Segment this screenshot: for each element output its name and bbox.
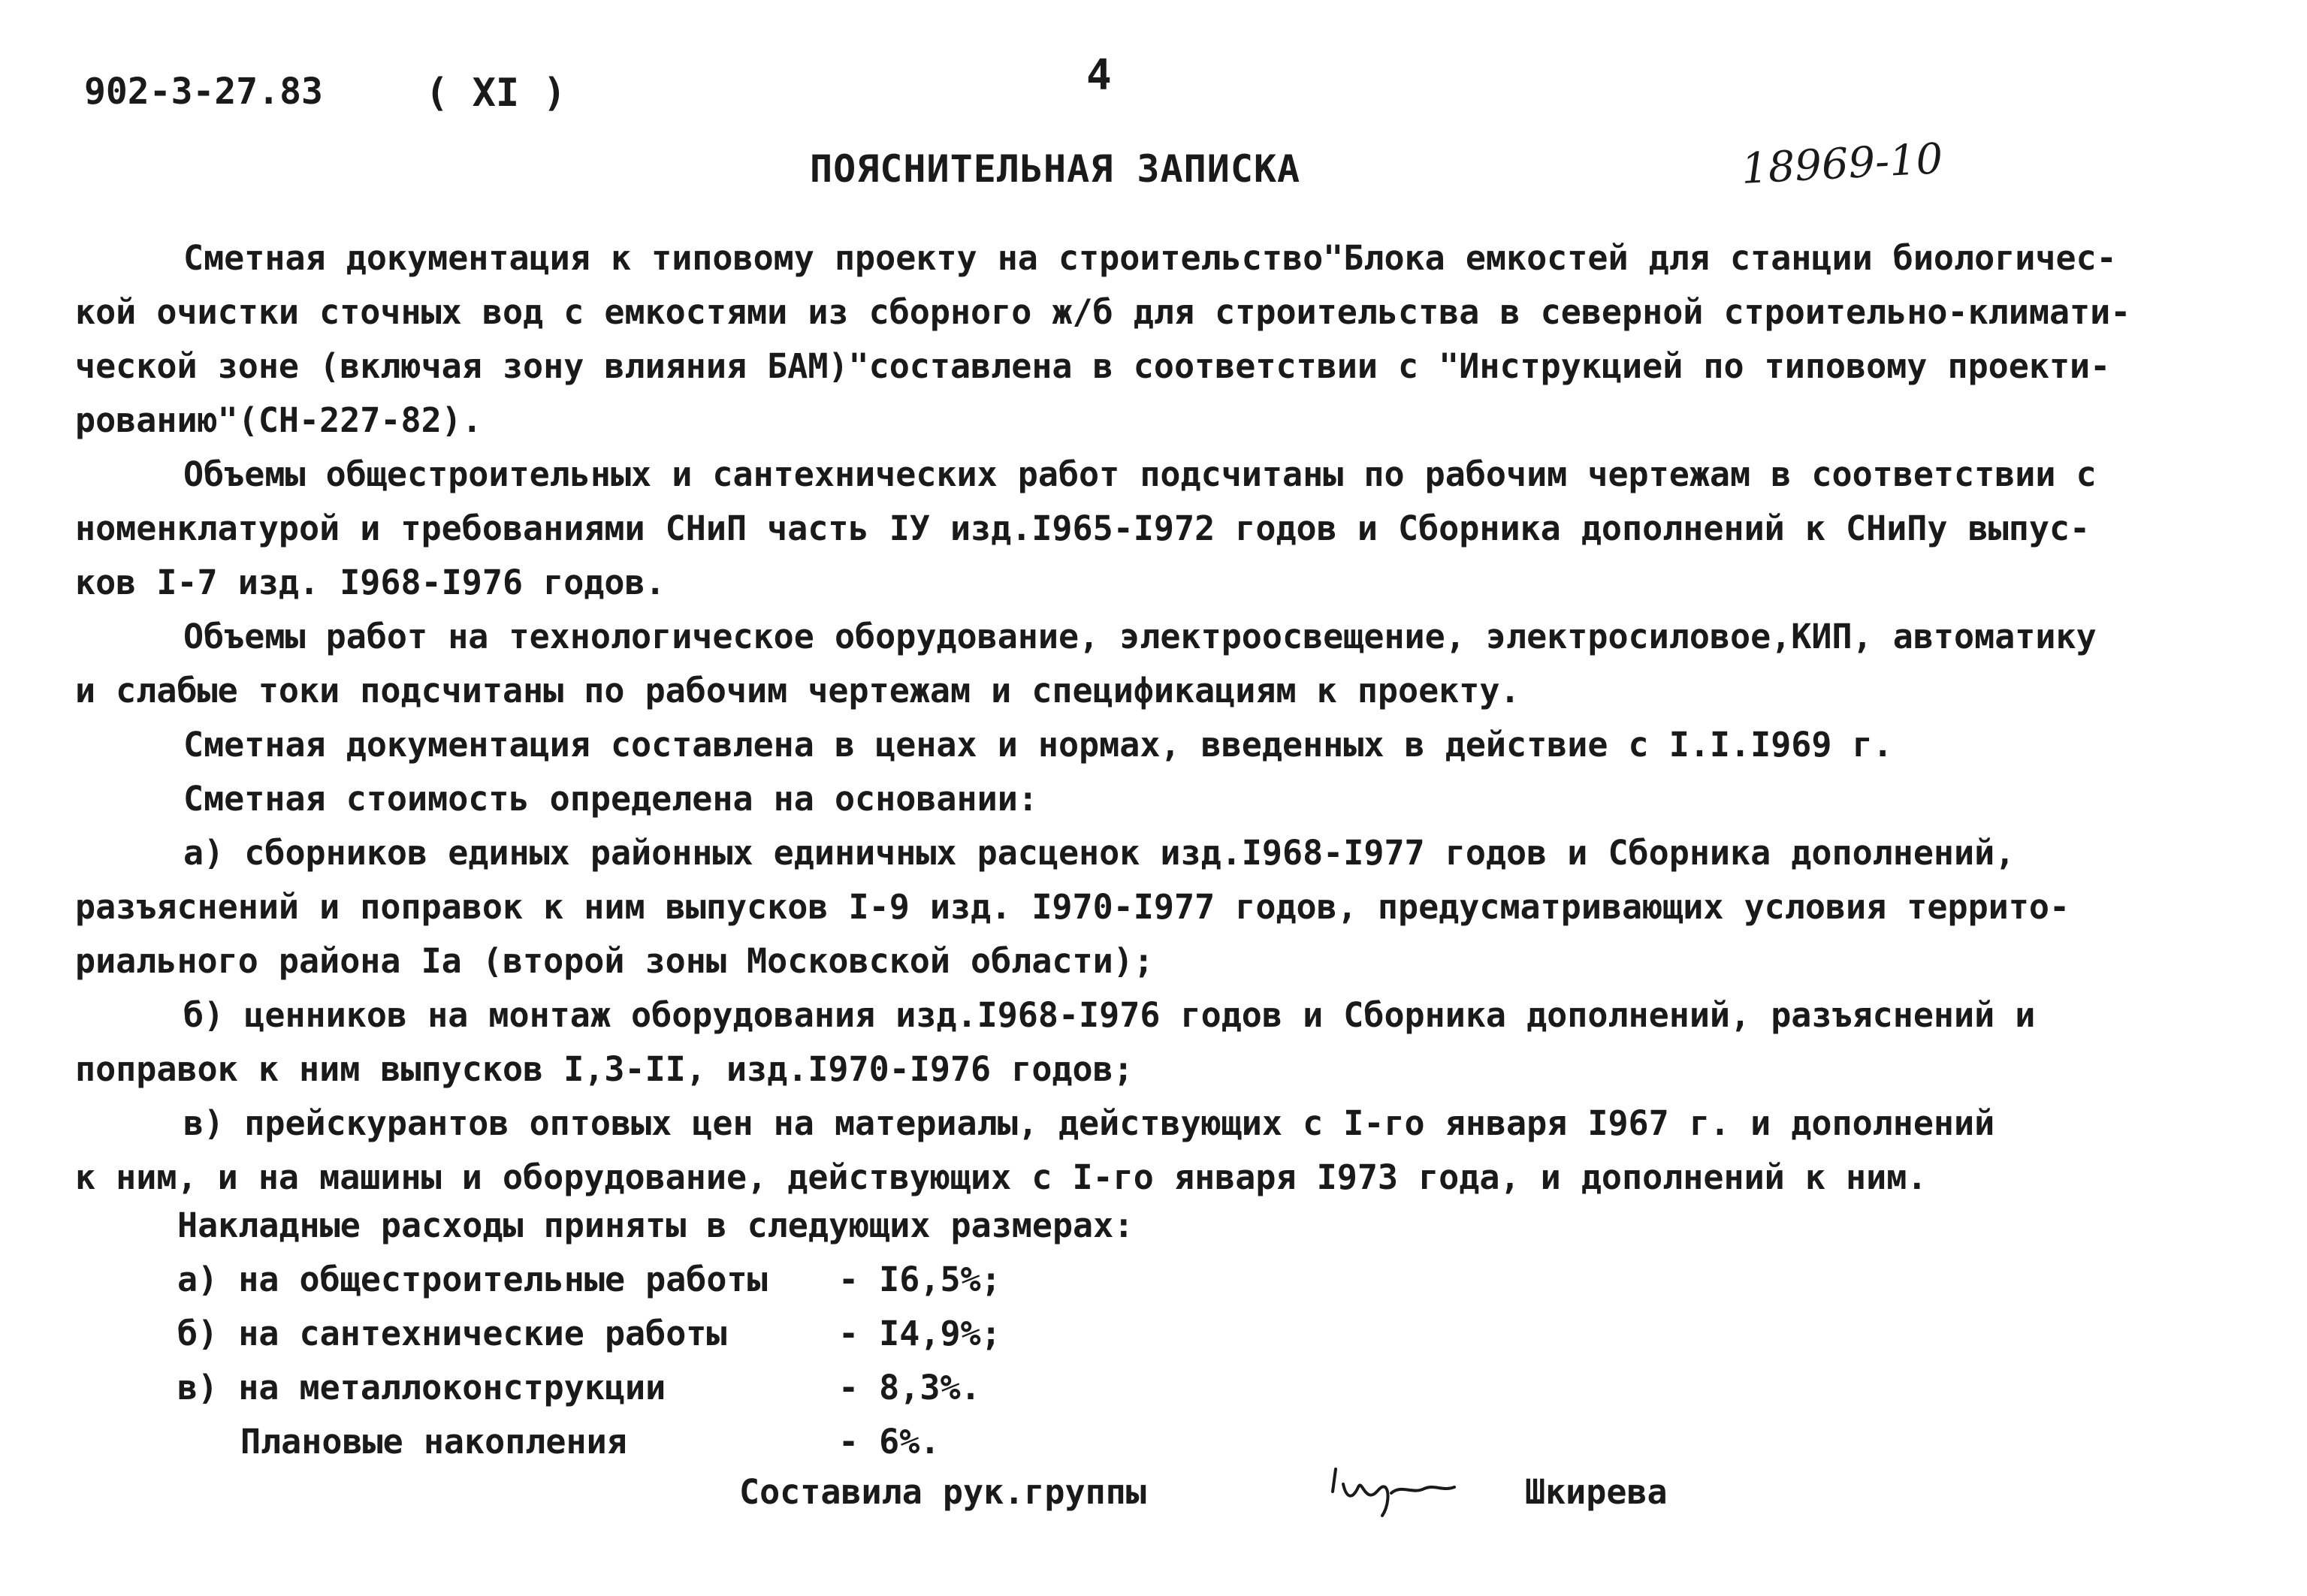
overhead-item-value: - I6,5%; [838,1260,1001,1299]
body-line: Объемы общестроительных и сантехнических работ подсчитаны по рабочим чертежам в соответствии с [183,454,2097,494]
body-line: в) прейскурантов оптовых цен на материалы, действующих с I-го января I967 г. и дополнений [183,1103,1995,1143]
inventory-number: 18969-10 [1740,134,1944,194]
overhead-intro: Накладные расходы приняты в следующих размерах: [177,1205,1134,1245]
handwritten-signature [1330,1462,1487,1522]
body-line: и слабые токи подсчитаны по рабочим чертежам и спецификациям к проекту. [75,671,1520,711]
body-line: кой очистки сточных вод с емкостями из сборного ж/б для строительства в северной строительно-климати- [75,292,2131,332]
overhead-item-label: а) на общестроительные работы [177,1260,768,1299]
body-line: номенклатурой и требованиями СНиП часть IУ изд.I965-I972 годов и Сборника дополнений к СНиПу выпус- [75,508,2091,548]
body-line: к ним, и на машины и оборудование, действующих с I-го января I973 года, и дополнений к ним. [75,1157,1928,1197]
section-code: ( XI ) [425,71,566,116]
document-code: 902-3-27.83 [84,71,323,113]
body-line: ческой зоне (включая зону влияния БАМ)"составлена в соответствии с "Инструкцией по типовому проекти- [75,346,2111,386]
body-line: ков I-7 изд. I968-I976 годов. [75,563,666,602]
body-line: разъяснений и поправок к ним выпусков I-9 изд. I970-I977 годов, предусматривающих условия террито- [75,887,2070,927]
signature-name: Шкирева [1525,1472,1668,1512]
planned-savings-label: Плановые накопления [240,1422,627,1462]
body-line: Сметная стоимость определена на основании: [183,779,1038,819]
overhead-item-value: - I4,9%; [838,1314,1001,1353]
body-line: Объемы работ на технологическое оборудование, электроосвещение, электросиловое,КИП, автоматику [183,617,2097,656]
overhead-item-label: в) на металлоконструкции [177,1368,666,1407]
planned-savings-value: - 6%. [838,1422,941,1462]
body-line: б) ценников на монтаж оборудования изд.I968-I976 годов и Сборника дополнений, разъяснений и [183,995,2036,1035]
body-line: рованию"(СН-227-82). [75,400,482,440]
body-line: поправок к ним выпусков I,3-II, изд.I970-I976 годов; [75,1049,1134,1089]
page-title: ПОЯСНИТЕЛЬНАЯ ЗАПИСКА [810,147,1301,191]
body-line: Сметная документация к типовому проекту на строительство"Блока емкостей для станции биологичес- [183,238,2117,278]
body-line: Сметная документация составлена в ценах и нормах, введенных в действие с I.I.I969 г. [183,725,1893,765]
body-text [75,231,2254,1205]
body-line: риального района Iа (второй зоны Московской области); [75,941,1154,981]
signature-label: Составила рук.группы [739,1472,1146,1512]
overhead-item-label: б) на сантехнические работы [177,1314,727,1353]
overhead-item-value: - 8,3%. [838,1368,981,1407]
body-line: а) сборников единых районных единичных расценок изд.I968-I977 годов и Сборника дополнений, [183,833,2016,873]
page-number: 4 [1086,51,1112,100]
